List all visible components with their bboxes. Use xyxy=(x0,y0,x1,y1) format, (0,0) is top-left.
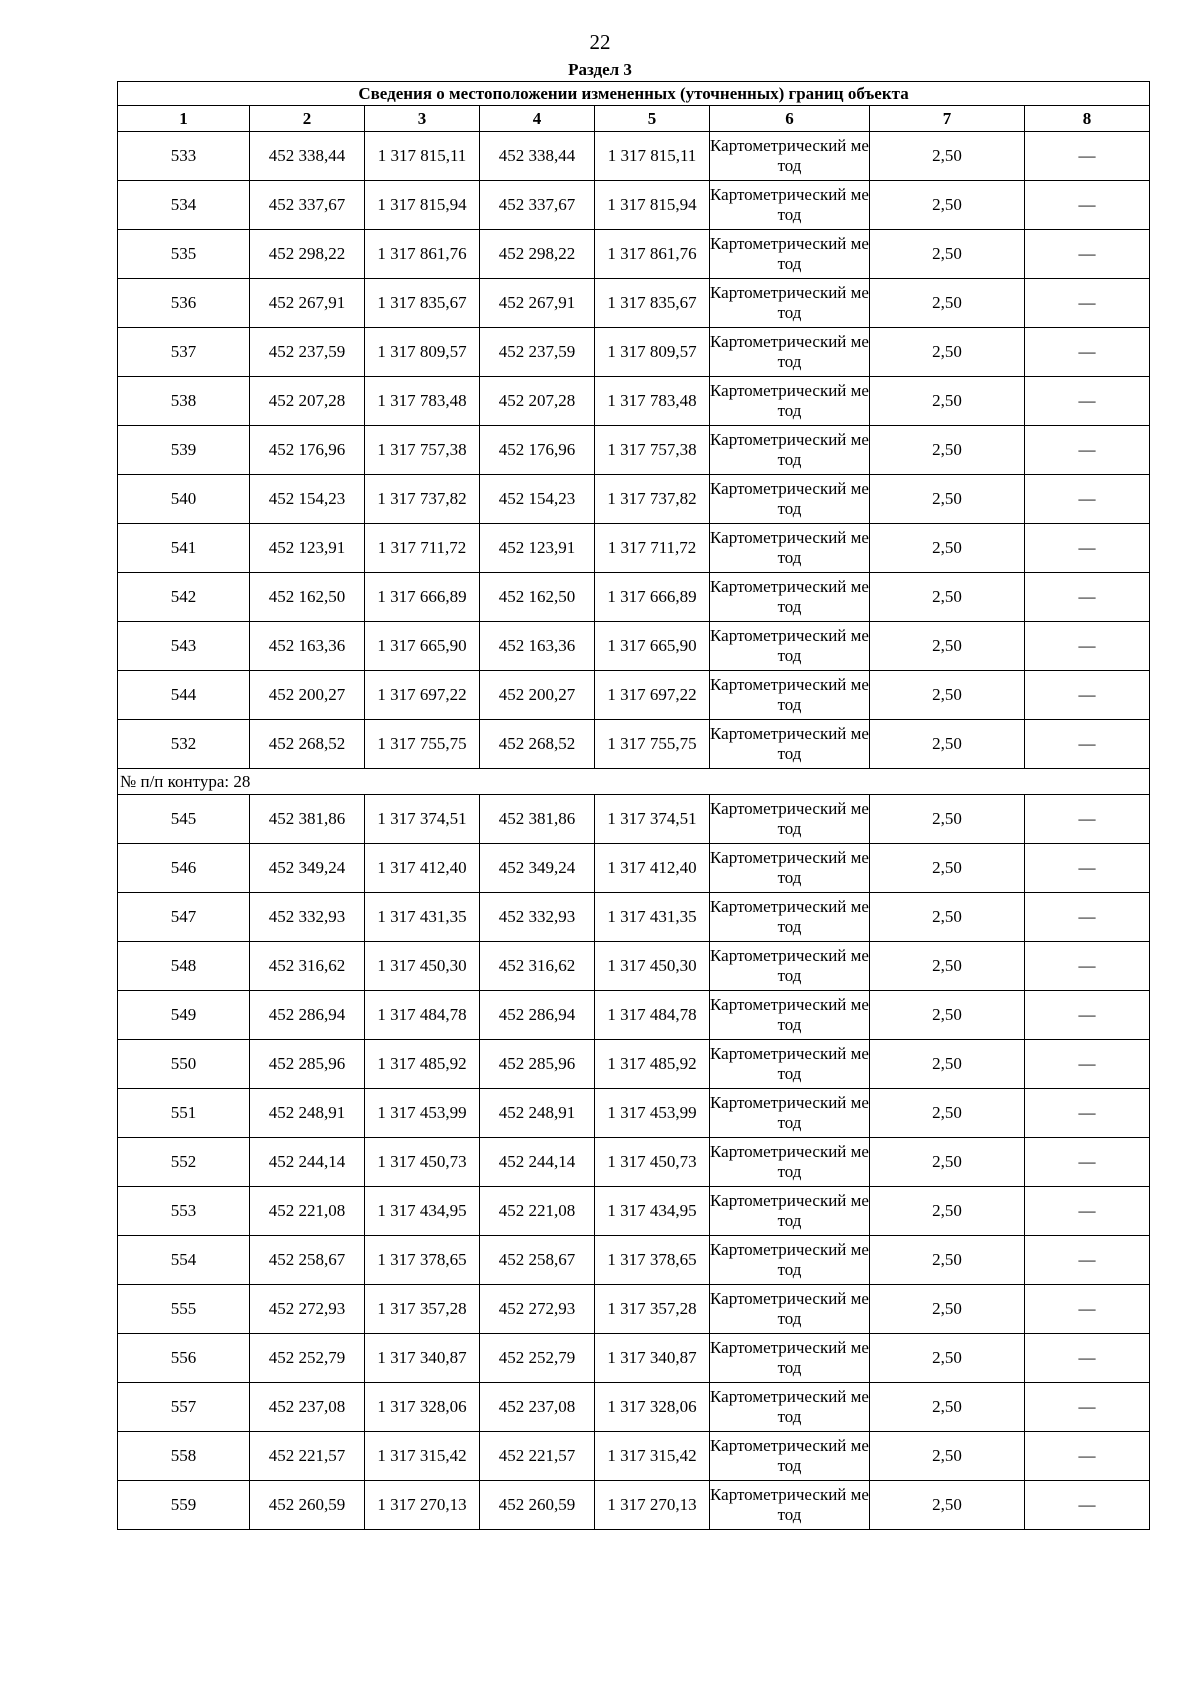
y-existing-cell: 1 317 378,65 xyxy=(365,1236,480,1285)
y-existing-cell: 1 317 328,06 xyxy=(365,1383,480,1432)
y-new-cell: 1 317 485,92 xyxy=(595,1040,710,1089)
point-number-cell: 544 xyxy=(118,671,250,720)
method-cell: Картометрический метод xyxy=(710,1138,870,1187)
description-cell: — xyxy=(1025,573,1150,622)
method-cell: Картометрический метод xyxy=(710,893,870,942)
x-existing-cell: 452 349,24 xyxy=(250,844,365,893)
y-existing-cell: 1 317 357,28 xyxy=(365,1285,480,1334)
description-cell: — xyxy=(1025,426,1150,475)
table-row xyxy=(118,622,1150,671)
x-new-cell: 452 337,67 xyxy=(480,181,595,230)
accuracy-cell: 2,50 xyxy=(870,795,1025,844)
accuracy-cell: 2,50 xyxy=(870,622,1025,671)
x-existing-cell: 452 298,22 xyxy=(250,230,365,279)
table-row xyxy=(118,573,1150,622)
description-cell: — xyxy=(1025,942,1150,991)
y-existing-cell: 1 317 783,48 xyxy=(365,377,480,426)
y-new-cell: 1 317 412,40 xyxy=(595,844,710,893)
table-row xyxy=(118,1089,1150,1138)
table-row xyxy=(118,942,1150,991)
table-caption-row xyxy=(118,82,1150,106)
y-existing-cell: 1 317 431,35 xyxy=(365,893,480,942)
description-cell: — xyxy=(1025,893,1150,942)
x-existing-cell: 452 268,52 xyxy=(250,720,365,769)
accuracy-cell: 2,50 xyxy=(870,671,1025,720)
accuracy-cell: 2,50 xyxy=(870,328,1025,377)
y-existing-cell: 1 317 434,95 xyxy=(365,1187,480,1236)
method-cell: Картометрический метод xyxy=(710,377,870,426)
x-existing-cell: 452 163,36 xyxy=(250,622,365,671)
table-row xyxy=(118,181,1150,230)
y-existing-cell: 1 317 757,38 xyxy=(365,426,480,475)
accuracy-cell: 2,50 xyxy=(870,1236,1025,1285)
y-existing-cell: 1 317 835,67 xyxy=(365,279,480,328)
x-new-cell: 452 267,91 xyxy=(480,279,595,328)
y-existing-cell: 1 317 450,73 xyxy=(365,1138,480,1187)
point-number-cell: 554 xyxy=(118,1236,250,1285)
method-cell: Картометрический метод xyxy=(710,720,870,769)
x-new-cell: 452 237,59 xyxy=(480,328,595,377)
description-cell: — xyxy=(1025,622,1150,671)
description-cell: — xyxy=(1025,1040,1150,1089)
y-new-cell: 1 317 453,99 xyxy=(595,1089,710,1138)
x-new-cell: 452 268,52 xyxy=(480,720,595,769)
accuracy-cell: 2,50 xyxy=(870,1383,1025,1432)
accuracy-cell: 2,50 xyxy=(870,1432,1025,1481)
x-existing-cell: 452 267,91 xyxy=(250,279,365,328)
y-new-cell: 1 317 815,94 xyxy=(595,181,710,230)
table-row xyxy=(118,1187,1150,1236)
accuracy-cell: 2,50 xyxy=(870,573,1025,622)
description-cell: — xyxy=(1025,181,1150,230)
x-new-cell: 452 237,08 xyxy=(480,1383,595,1432)
description-cell: — xyxy=(1025,1432,1150,1481)
y-existing-cell: 1 317 374,51 xyxy=(365,795,480,844)
point-number-cell: 539 xyxy=(118,426,250,475)
x-new-cell: 452 285,96 xyxy=(480,1040,595,1089)
x-existing-cell: 452 381,86 xyxy=(250,795,365,844)
x-new-cell: 452 258,67 xyxy=(480,1236,595,1285)
accuracy-cell: 2,50 xyxy=(870,1334,1025,1383)
description-cell: — xyxy=(1025,1383,1150,1432)
x-existing-cell: 452 252,79 xyxy=(250,1334,365,1383)
accuracy-cell: 2,50 xyxy=(870,1187,1025,1236)
column-number: 6 xyxy=(710,106,870,132)
point-number-cell: 543 xyxy=(118,622,250,671)
x-existing-cell: 452 286,94 xyxy=(250,991,365,1040)
x-new-cell: 452 221,08 xyxy=(480,1187,595,1236)
point-number-cell: 546 xyxy=(118,844,250,893)
accuracy-cell: 2,50 xyxy=(870,844,1025,893)
x-new-cell: 452 248,91 xyxy=(480,1089,595,1138)
point-number-cell: 552 xyxy=(118,1138,250,1187)
x-existing-cell: 452 154,23 xyxy=(250,475,365,524)
method-cell: Картометрический метод xyxy=(710,1187,870,1236)
method-cell: Картометрический метод xyxy=(710,1285,870,1334)
accuracy-cell: 2,50 xyxy=(870,279,1025,328)
point-number-cell: 532 xyxy=(118,720,250,769)
method-cell: Картометрический метод xyxy=(710,279,870,328)
y-new-cell: 1 317 450,73 xyxy=(595,1138,710,1187)
y-new-cell: 1 317 434,95 xyxy=(595,1187,710,1236)
table-row xyxy=(118,475,1150,524)
column-number: 4 xyxy=(480,106,595,132)
y-existing-cell: 1 317 815,94 xyxy=(365,181,480,230)
description-cell: — xyxy=(1025,132,1150,181)
y-new-cell: 1 317 270,13 xyxy=(595,1481,710,1530)
table-row xyxy=(118,1334,1150,1383)
x-new-cell: 452 221,57 xyxy=(480,1432,595,1481)
point-number-cell: 548 xyxy=(118,942,250,991)
table-row xyxy=(118,377,1150,426)
method-cell: Картометрический метод xyxy=(710,1040,870,1089)
table-row xyxy=(118,1432,1150,1481)
x-new-cell: 452 272,93 xyxy=(480,1285,595,1334)
description-cell: — xyxy=(1025,844,1150,893)
point-number-cell: 559 xyxy=(118,1481,250,1530)
description-cell: — xyxy=(1025,720,1150,769)
table-row xyxy=(118,671,1150,720)
x-new-cell: 452 200,27 xyxy=(480,671,595,720)
method-cell: Картометрический метод xyxy=(710,1334,870,1383)
x-new-cell: 452 207,28 xyxy=(480,377,595,426)
x-new-cell: 452 163,36 xyxy=(480,622,595,671)
y-new-cell: 1 317 328,06 xyxy=(595,1383,710,1432)
x-new-cell: 452 123,91 xyxy=(480,524,595,573)
y-new-cell: 1 317 665,90 xyxy=(595,622,710,671)
y-new-cell: 1 317 666,89 xyxy=(595,573,710,622)
description-cell: — xyxy=(1025,1187,1150,1236)
method-cell: Картометрический метод xyxy=(710,475,870,524)
x-existing-cell: 452 123,91 xyxy=(250,524,365,573)
description-cell: — xyxy=(1025,991,1150,1040)
description-cell: — xyxy=(1025,230,1150,279)
x-new-cell: 452 176,96 xyxy=(480,426,595,475)
y-existing-cell: 1 317 270,13 xyxy=(365,1481,480,1530)
point-number-cell: 541 xyxy=(118,524,250,573)
boundary-coordinates-table xyxy=(117,81,1150,1530)
x-existing-cell: 452 272,93 xyxy=(250,1285,365,1334)
description-cell: — xyxy=(1025,671,1150,720)
x-existing-cell: 452 332,93 xyxy=(250,893,365,942)
column-number: 8 xyxy=(1025,106,1150,132)
method-cell: Картометрический метод xyxy=(710,524,870,573)
description-cell: — xyxy=(1025,475,1150,524)
y-existing-cell: 1 317 737,82 xyxy=(365,475,480,524)
table-row xyxy=(118,1040,1150,1089)
point-number-cell: 547 xyxy=(118,893,250,942)
description-cell: — xyxy=(1025,377,1150,426)
y-existing-cell: 1 317 485,92 xyxy=(365,1040,480,1089)
x-new-cell: 452 316,62 xyxy=(480,942,595,991)
description-cell: — xyxy=(1025,524,1150,573)
point-number-cell: 557 xyxy=(118,1383,250,1432)
y-existing-cell: 1 317 340,87 xyxy=(365,1334,480,1383)
y-new-cell: 1 317 783,48 xyxy=(595,377,710,426)
method-cell: Картометрический метод xyxy=(710,426,870,475)
accuracy-cell: 2,50 xyxy=(870,1138,1025,1187)
x-new-cell: 452 252,79 xyxy=(480,1334,595,1383)
x-existing-cell: 452 237,59 xyxy=(250,328,365,377)
x-new-cell: 452 154,23 xyxy=(480,475,595,524)
x-existing-cell: 452 316,62 xyxy=(250,942,365,991)
table-row xyxy=(118,524,1150,573)
x-existing-cell: 452 260,59 xyxy=(250,1481,365,1530)
x-existing-cell: 452 248,91 xyxy=(250,1089,365,1138)
x-existing-cell: 452 338,44 xyxy=(250,132,365,181)
description-cell: — xyxy=(1025,1481,1150,1530)
description-cell: — xyxy=(1025,1138,1150,1187)
y-new-cell: 1 317 711,72 xyxy=(595,524,710,573)
table-row xyxy=(118,230,1150,279)
y-new-cell: 1 317 809,57 xyxy=(595,328,710,377)
table-row xyxy=(118,844,1150,893)
y-existing-cell: 1 317 412,40 xyxy=(365,844,480,893)
table-row xyxy=(118,328,1150,377)
contour-label-row xyxy=(118,769,1150,795)
x-new-cell: 452 332,93 xyxy=(480,893,595,942)
column-number: 2 xyxy=(250,106,365,132)
method-cell: Картометрический метод xyxy=(710,1089,870,1138)
accuracy-cell: 2,50 xyxy=(870,942,1025,991)
y-new-cell: 1 317 755,75 xyxy=(595,720,710,769)
y-new-cell: 1 317 835,67 xyxy=(595,279,710,328)
table-row xyxy=(118,1481,1150,1530)
accuracy-cell: 2,50 xyxy=(870,893,1025,942)
table-row xyxy=(118,1383,1150,1432)
point-number-cell: 534 xyxy=(118,181,250,230)
description-cell: — xyxy=(1025,1089,1150,1138)
y-existing-cell: 1 317 755,75 xyxy=(365,720,480,769)
y-new-cell: 1 317 431,35 xyxy=(595,893,710,942)
description-cell: — xyxy=(1025,1334,1150,1383)
point-number-cell: 558 xyxy=(118,1432,250,1481)
accuracy-cell: 2,50 xyxy=(870,720,1025,769)
y-new-cell: 1 317 357,28 xyxy=(595,1285,710,1334)
y-new-cell: 1 317 815,11 xyxy=(595,132,710,181)
table-row xyxy=(118,1138,1150,1187)
point-number-cell: 549 xyxy=(118,991,250,1040)
point-number-cell: 540 xyxy=(118,475,250,524)
accuracy-cell: 2,50 xyxy=(870,475,1025,524)
column-number: 5 xyxy=(595,106,710,132)
x-new-cell: 452 286,94 xyxy=(480,991,595,1040)
y-new-cell: 1 317 697,22 xyxy=(595,671,710,720)
page-number: 22 xyxy=(589,30,611,54)
y-existing-cell: 1 317 453,99 xyxy=(365,1089,480,1138)
y-new-cell: 1 317 737,82 xyxy=(595,475,710,524)
accuracy-cell: 2,50 xyxy=(870,1089,1025,1138)
accuracy-cell: 2,50 xyxy=(870,377,1025,426)
description-cell: — xyxy=(1025,328,1150,377)
x-existing-cell: 452 285,96 xyxy=(250,1040,365,1089)
x-new-cell: 452 260,59 xyxy=(480,1481,595,1530)
table-row xyxy=(118,132,1150,181)
y-existing-cell: 1 317 697,22 xyxy=(365,671,480,720)
x-new-cell: 452 381,86 xyxy=(480,795,595,844)
y-new-cell: 1 317 861,76 xyxy=(595,230,710,279)
x-new-cell: 452 338,44 xyxy=(480,132,595,181)
point-number-cell: 550 xyxy=(118,1040,250,1089)
x-existing-cell: 452 337,67 xyxy=(250,181,365,230)
method-cell: Картометрический метод xyxy=(710,622,870,671)
point-number-cell: 537 xyxy=(118,328,250,377)
method-cell: Картометрический метод xyxy=(710,795,870,844)
description-cell: — xyxy=(1025,795,1150,844)
x-existing-cell: 452 176,96 xyxy=(250,426,365,475)
method-cell: Картометрический метод xyxy=(710,181,870,230)
method-cell: Картометрический метод xyxy=(710,1481,870,1530)
description-cell: — xyxy=(1025,1285,1150,1334)
accuracy-cell: 2,50 xyxy=(870,230,1025,279)
x-new-cell: 452 162,50 xyxy=(480,573,595,622)
x-existing-cell: 452 237,08 xyxy=(250,1383,365,1432)
y-existing-cell: 1 317 711,72 xyxy=(365,524,480,573)
method-cell: Картометрический метод xyxy=(710,671,870,720)
point-number-cell: 551 xyxy=(118,1089,250,1138)
y-new-cell: 1 317 450,30 xyxy=(595,942,710,991)
accuracy-cell: 2,50 xyxy=(870,1285,1025,1334)
y-new-cell: 1 317 374,51 xyxy=(595,795,710,844)
method-cell: Картометрический метод xyxy=(710,991,870,1040)
contour-label: № п/п контура: 28 xyxy=(118,769,1150,795)
table-row xyxy=(118,1236,1150,1285)
y-new-cell: 1 317 340,87 xyxy=(595,1334,710,1383)
y-existing-cell: 1 317 666,89 xyxy=(365,573,480,622)
y-existing-cell: 1 317 665,90 xyxy=(365,622,480,671)
point-number-cell: 533 xyxy=(118,132,250,181)
y-existing-cell: 1 317 815,11 xyxy=(365,132,480,181)
point-number-cell: 555 xyxy=(118,1285,250,1334)
column-number: 7 xyxy=(870,106,1025,132)
accuracy-cell: 2,50 xyxy=(870,991,1025,1040)
section-title: Раздел 3 xyxy=(568,60,632,79)
x-existing-cell: 452 162,50 xyxy=(250,573,365,622)
point-number-cell: 538 xyxy=(118,377,250,426)
table-row xyxy=(118,1285,1150,1334)
table-row xyxy=(118,795,1150,844)
x-existing-cell: 452 221,57 xyxy=(250,1432,365,1481)
table-caption: Сведения о местоположении измененных (уточненных) границ объекта xyxy=(118,82,1150,106)
table-row xyxy=(118,720,1150,769)
y-new-cell: 1 317 484,78 xyxy=(595,991,710,1040)
x-existing-cell: 452 244,14 xyxy=(250,1138,365,1187)
x-existing-cell: 452 258,67 xyxy=(250,1236,365,1285)
y-existing-cell: 1 317 809,57 xyxy=(365,328,480,377)
method-cell: Картометрический метод xyxy=(710,230,870,279)
x-existing-cell: 452 200,27 xyxy=(250,671,365,720)
point-number-cell: 553 xyxy=(118,1187,250,1236)
x-new-cell: 452 349,24 xyxy=(480,844,595,893)
method-cell: Картометрический метод xyxy=(710,132,870,181)
table-row xyxy=(118,279,1150,328)
point-number-cell: 535 xyxy=(118,230,250,279)
table-row xyxy=(118,991,1150,1040)
accuracy-cell: 2,50 xyxy=(870,1040,1025,1089)
method-cell: Картометрический метод xyxy=(710,942,870,991)
point-number-cell: 542 xyxy=(118,573,250,622)
x-new-cell: 452 298,22 xyxy=(480,230,595,279)
accuracy-cell: 2,50 xyxy=(870,1481,1025,1530)
table-row xyxy=(118,893,1150,942)
y-new-cell: 1 317 378,65 xyxy=(595,1236,710,1285)
column-number: 3 xyxy=(365,106,480,132)
description-cell: — xyxy=(1025,1236,1150,1285)
column-number: 1 xyxy=(118,106,250,132)
y-new-cell: 1 317 757,38 xyxy=(595,426,710,475)
y-existing-cell: 1 317 861,76 xyxy=(365,230,480,279)
method-cell: Картометрический метод xyxy=(710,1432,870,1481)
method-cell: Картометрический метод xyxy=(710,573,870,622)
x-new-cell: 452 244,14 xyxy=(480,1138,595,1187)
x-existing-cell: 452 221,08 xyxy=(250,1187,365,1236)
point-number-cell: 536 xyxy=(118,279,250,328)
accuracy-cell: 2,50 xyxy=(870,181,1025,230)
y-existing-cell: 1 317 450,30 xyxy=(365,942,480,991)
method-cell: Картометрический метод xyxy=(710,328,870,377)
y-existing-cell: 1 317 315,42 xyxy=(365,1432,480,1481)
x-existing-cell: 452 207,28 xyxy=(250,377,365,426)
method-cell: Картометрический метод xyxy=(710,1236,870,1285)
column-number-row xyxy=(118,106,1150,132)
accuracy-cell: 2,50 xyxy=(870,426,1025,475)
y-existing-cell: 1 317 484,78 xyxy=(365,991,480,1040)
method-cell: Картометрический метод xyxy=(710,1383,870,1432)
accuracy-cell: 2,50 xyxy=(870,132,1025,181)
point-number-cell: 556 xyxy=(118,1334,250,1383)
accuracy-cell: 2,50 xyxy=(870,524,1025,573)
point-number-cell: 545 xyxy=(118,795,250,844)
y-new-cell: 1 317 315,42 xyxy=(595,1432,710,1481)
method-cell: Картометрический метод xyxy=(710,844,870,893)
table-row xyxy=(118,426,1150,475)
description-cell: — xyxy=(1025,279,1150,328)
